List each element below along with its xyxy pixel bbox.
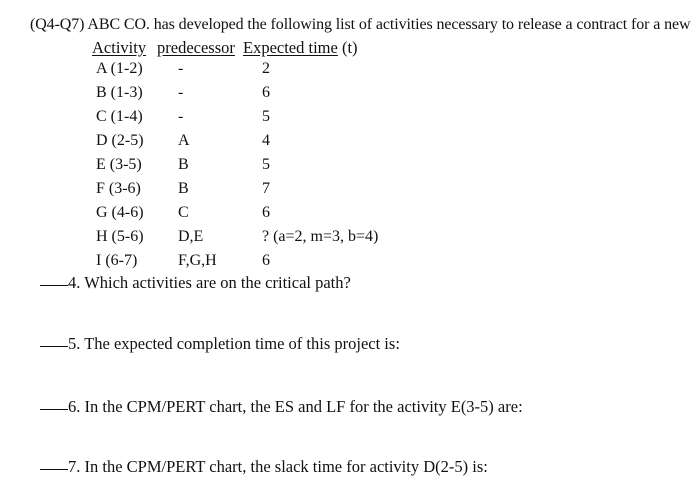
- time-cell: 6: [262, 204, 270, 221]
- problem-title: (Q4-Q7) ABC CO. has developed the following list of activities necessary to release a contract for a new: [30, 16, 691, 33]
- activity-cell: F (3-6): [96, 180, 141, 197]
- activity-cell: H (5-6): [96, 228, 144, 245]
- time-cell: 7: [262, 180, 270, 197]
- question-4-text: 4. Which activities are on the critical path?: [68, 273, 351, 292]
- activity-cell: G (4-6): [96, 204, 144, 221]
- time-cell: 2: [262, 60, 270, 77]
- table-row: [0, 130, 700, 154]
- column-header-time-unit: (t): [341, 38, 358, 57]
- column-header-predecessor: predecessor: [157, 38, 235, 57]
- activity-cell: I (6-7): [96, 252, 138, 269]
- predecessor-cell: B: [178, 156, 189, 173]
- column-header-expected-time: Expected time: [243, 38, 338, 57]
- activity-cell: D (2-5): [96, 132, 144, 149]
- table-row: [0, 58, 700, 82]
- question-6: [40, 397, 523, 417]
- activity-table: [0, 58, 700, 274]
- predecessor-cell: D,E: [178, 228, 204, 245]
- predecessor-cell: -: [178, 108, 184, 125]
- question-4: [40, 273, 351, 293]
- activity-cell: C (1-4): [96, 108, 143, 125]
- table-row: [0, 226, 700, 250]
- table-row: [0, 250, 700, 274]
- table-row: [0, 82, 700, 106]
- column-header-expected-time-group: [243, 38, 358, 58]
- answer-blank: [40, 345, 68, 347]
- predecessor-cell: C: [178, 204, 189, 221]
- column-header-activity: Activity: [92, 38, 147, 57]
- question-5-text: 5. The expected completion time of this project is:: [68, 334, 400, 353]
- time-cell: 4: [262, 132, 270, 149]
- question-6-text: 6. In the CPM/PERT chart, the ES and LF for the activity E(3-5) are:: [68, 397, 523, 416]
- table-row: [0, 202, 700, 226]
- predecessor-cell: -: [178, 84, 184, 101]
- predecessor-cell: A: [178, 132, 190, 149]
- predecessor-cell: B: [178, 180, 189, 197]
- activity-cell: E (3-5): [96, 156, 142, 173]
- answer-blank: [40, 284, 68, 286]
- activity-cell: A (1-2): [96, 60, 143, 77]
- question-7-text: 7. In the CPM/PERT chart, the slack time for activity D(2-5) is:: [68, 457, 488, 476]
- time-cell: 5: [262, 108, 270, 125]
- answer-blank: [40, 468, 68, 470]
- table-row: [0, 106, 700, 130]
- question-5: [40, 334, 400, 354]
- table-row: [0, 154, 700, 178]
- answer-blank: [40, 408, 68, 410]
- time-cell: 6: [262, 252, 270, 269]
- time-cell: 6: [262, 84, 270, 101]
- activity-cell: B (1-3): [96, 84, 143, 101]
- time-cell: 5: [262, 156, 270, 173]
- question-7: [40, 457, 488, 477]
- time-cell: ? (a=2, m=3, b=4): [262, 228, 379, 245]
- predecessor-cell: F,G,H: [178, 252, 217, 269]
- table-row: [0, 178, 700, 202]
- predecessor-cell: -: [178, 60, 184, 77]
